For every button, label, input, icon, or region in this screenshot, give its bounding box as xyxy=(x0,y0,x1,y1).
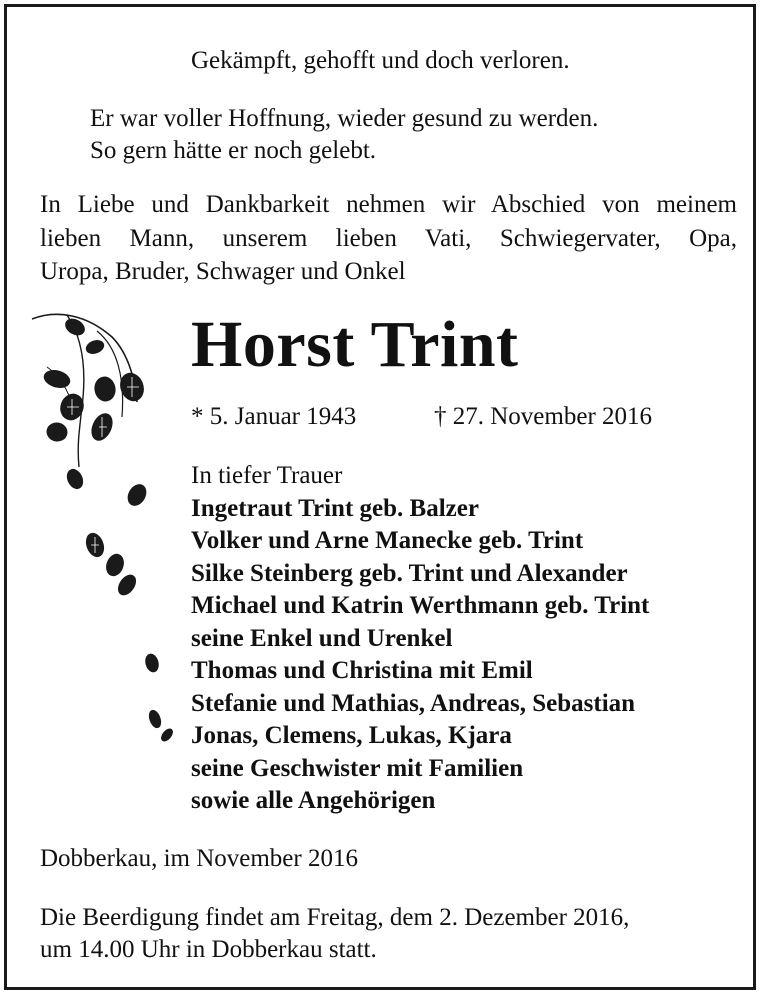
place-date: Dobberkau, im November 2016 xyxy=(40,845,358,872)
farewell-line-3: Uropa, Bruder, Schwager und Onkel xyxy=(40,258,406,285)
funeral-line-1: Die Beerdigung findet am Freitag, dem 2. Dezember 2016, xyxy=(40,904,630,931)
mourner-line: Volker und Arne Manecke geb. Trint xyxy=(191,527,584,554)
mourner-line: Ingetraut Trint geb. Balzer xyxy=(191,495,479,522)
mourner-line: Michael und Katrin Werthmann geb. Trint xyxy=(191,592,650,619)
mourner-line: sowie alle Angehörigen xyxy=(191,787,436,814)
mourner-line: Thomas und Christina mit Emil xyxy=(191,657,533,684)
farewell-line-1: In Liebe und Dankbarkeit nehmen wir Abschied von meinem xyxy=(40,191,737,218)
mourner-line: Silke Steinberg geb. Trint und Alexander xyxy=(191,560,628,587)
hope-line-2: So gern hätte er noch gelebt. xyxy=(90,137,377,164)
birch-leaves-icon xyxy=(27,307,187,767)
deceased-name: Horst Trint xyxy=(191,308,519,381)
death-date: † 27. November 2016 xyxy=(434,403,653,430)
mourner-line: seine Enkel und Urenkel xyxy=(191,625,453,652)
mourner-line: Jonas, Clemens, Lukas, Kjara xyxy=(191,722,512,749)
obituary-notice xyxy=(4,4,756,990)
farewell-line-2: lieben Mann, unserem lieben Vati, Schwiegervater, Opa, xyxy=(40,225,737,252)
mourner-line: seine Geschwister mit Familien xyxy=(191,755,524,782)
mourning-intro: In tiefer Trauer xyxy=(191,462,343,489)
funeral-line-2: um 14.00 Uhr in Dobberkau statt. xyxy=(40,936,377,963)
hope-line-1: Er war voller Hoffnung, wieder gesund zu werden. xyxy=(90,105,599,132)
motto: Gekämpft, gehofft und doch verloren. xyxy=(191,47,570,74)
birth-date: * 5. Januar 1943 xyxy=(191,403,357,430)
mourner-line: Stefanie und Mathias, Andreas, Sebastian xyxy=(191,690,636,717)
